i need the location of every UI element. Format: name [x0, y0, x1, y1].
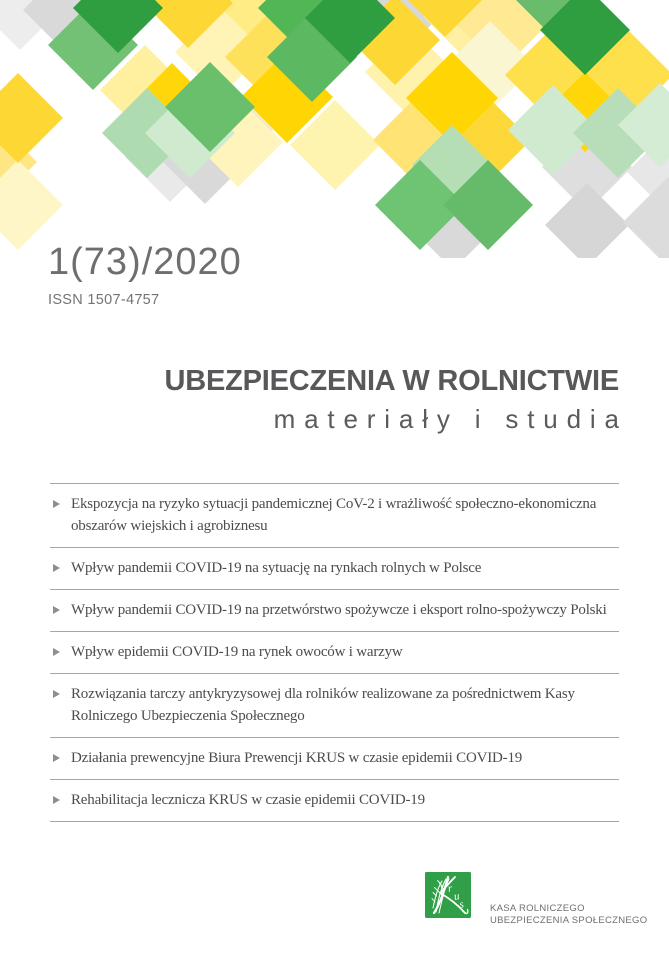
toc-item: [50, 590, 619, 632]
toc-item-line: Wpływ pandemii COVID-19 na sytuację na rynkach rolnych w Polsce: [71, 560, 482, 576]
mosaic-diamond: [0, 160, 63, 250]
triangle-bullet-icon: [53, 648, 60, 656]
toc-item: [50, 548, 619, 590]
triangle-bullet-icon: [53, 796, 60, 804]
toc-item-text: [71, 557, 481, 579]
toc-item: [50, 484, 619, 548]
toc-item-line: Wpływ epidemii COVID-19 na rynek owoców i warzyw: [71, 644, 403, 660]
org-name-line1: KASA ROLNICZEGO: [490, 903, 585, 914]
triangle-bullet-icon: [53, 690, 60, 698]
journal-subtitle: materiały i studia: [273, 404, 628, 434]
krus-logo: [425, 872, 471, 918]
toc-item-text: [71, 683, 575, 727]
toc-item-line: Wpływ pandemii COVID-19 na przetwórstwo spożywcze i eksport rolno-spożywczy Polski: [71, 602, 607, 618]
triangle-bullet-icon: [53, 754, 60, 762]
svg-text:s: s: [458, 898, 465, 911]
toc-item: [50, 632, 619, 674]
triangle-bullet-icon: [53, 606, 60, 614]
toc-item-line: Rolniczego Ubezpieczenia Społecznego: [71, 708, 305, 724]
journal-title: UBEZPIECZENIA W ROLNICTWIE: [164, 365, 619, 397]
toc-item-text: [71, 789, 425, 811]
masthead: [164, 364, 628, 434]
header-mosaic-pattern: [0, 0, 669, 258]
toc-item-line: Działania prewencyjne Biura Prewencji KRUS w czasie epidemii COVID-19: [71, 750, 523, 766]
triangle-bullet-icon: [53, 564, 60, 572]
toc-item: [50, 738, 619, 780]
org-name-line2: UBEZPIECZENIA SPOŁECZNEGO: [490, 914, 648, 926]
mosaic-diamond: [0, 73, 63, 163]
svg-text:u: u: [452, 890, 461, 903]
toc-item-line: Ekspozycja na ryzyko sytuacji pandemicznej CoV-2 i wrażliwość społeczno-ekonomiczna: [71, 496, 597, 512]
toc-item-line: Rozwiązania tarczy antykryzysowej dla rolników realizowane za pośrednictwem Kasy: [71, 686, 575, 702]
triangle-bullet-icon: [53, 500, 60, 508]
org-name: [490, 903, 647, 926]
table-of-contents: [50, 483, 619, 822]
toc-item-text: [71, 493, 596, 537]
svg-text:r: r: [446, 882, 454, 895]
issn: ISSN 1507-4757: [48, 292, 160, 308]
toc-item-text: [71, 599, 607, 621]
toc-item-line: obszarów wiejskich i agrobiznesu: [71, 518, 268, 534]
toc-item-text: [71, 747, 522, 769]
issue-block: [48, 240, 242, 308]
mosaic-diamond: [545, 183, 629, 258]
toc-item: [50, 674, 619, 738]
issue-number: 1(73)/2020: [48, 241, 242, 283]
toc-rows: [50, 484, 619, 822]
toc-item: [50, 780, 619, 822]
toc-item-text: [71, 641, 403, 663]
toc-item-line: Rehabilitacja lecznicza KRUS w czasie epidemii COVID-19: [71, 792, 425, 808]
